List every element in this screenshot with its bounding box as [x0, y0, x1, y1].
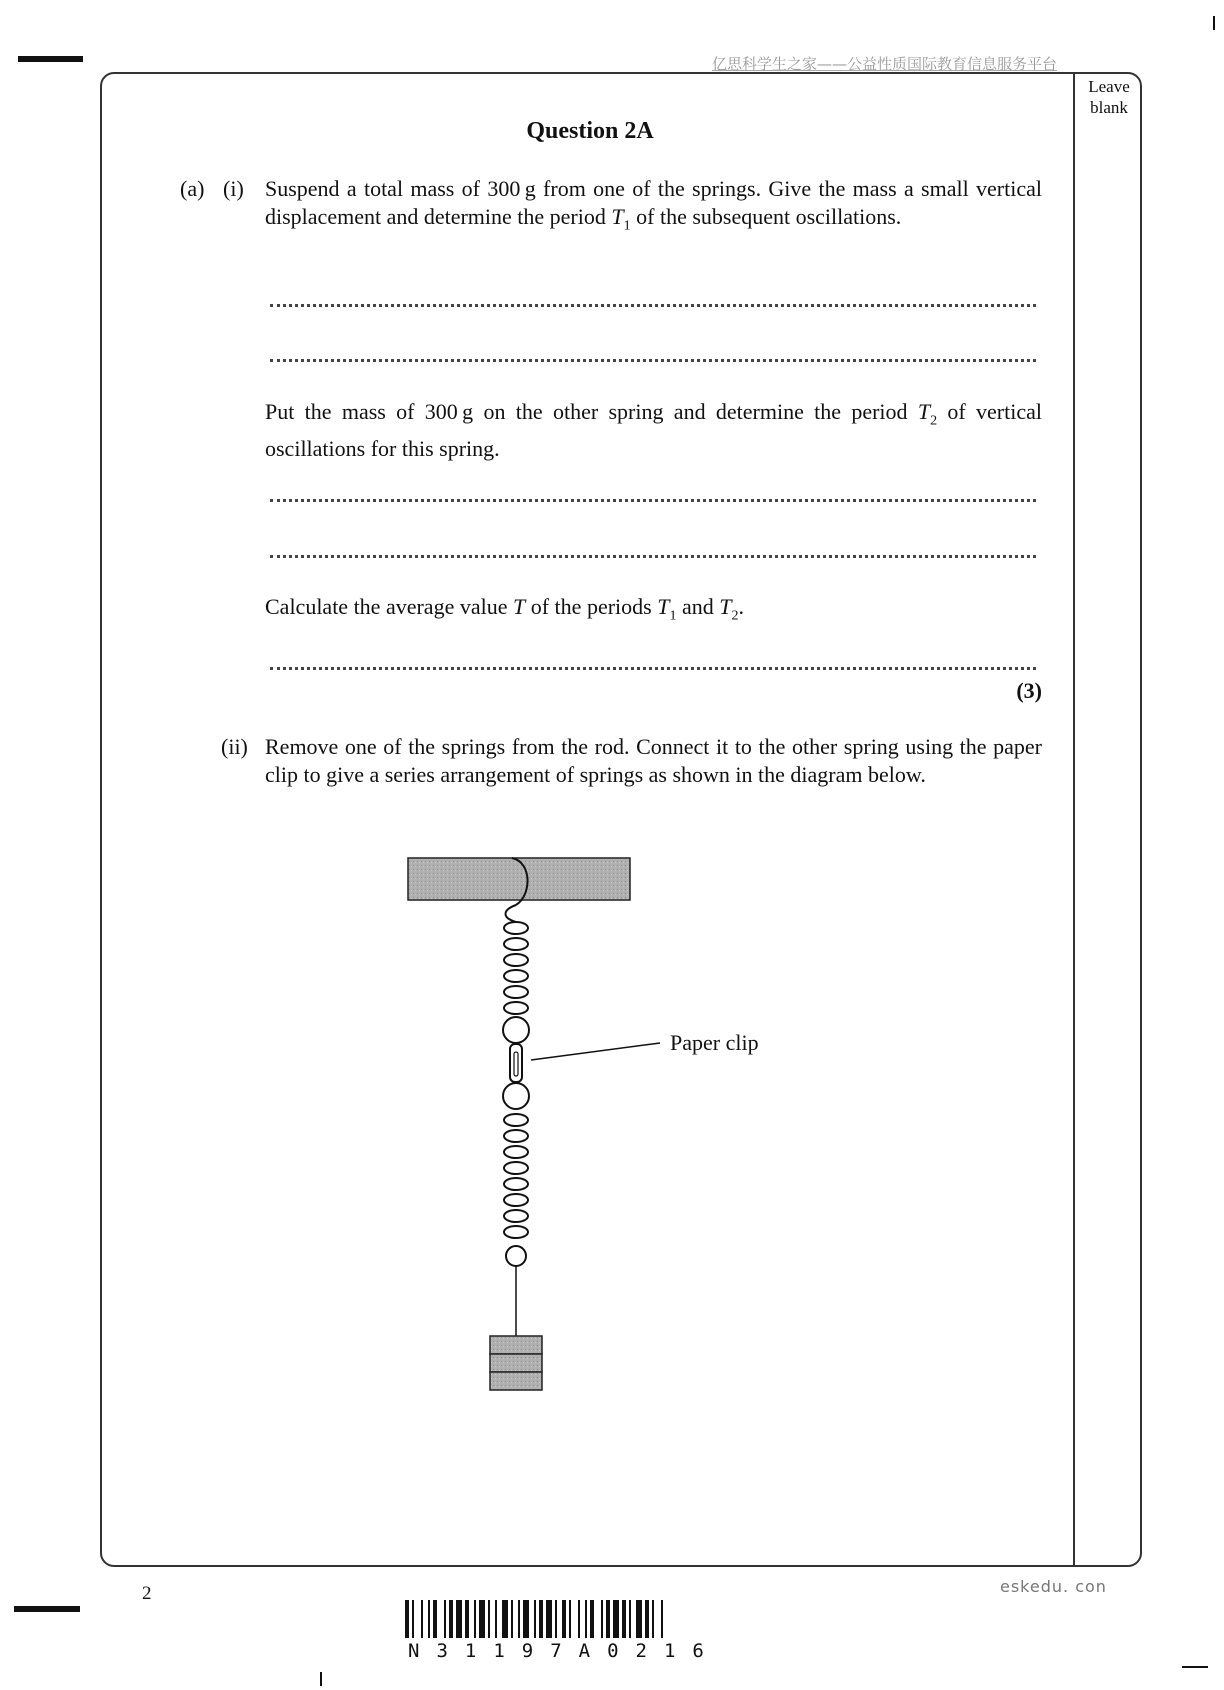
barcode-bar: [546, 1600, 552, 1638]
barcode-bar: [421, 1600, 423, 1638]
barcode-bar: [661, 1600, 663, 1638]
paper-clip-label: Paper clip: [670, 1030, 759, 1055]
slotted-masses: [490, 1336, 542, 1390]
part-a-label: (a): [180, 176, 205, 201]
barcode-bar: [613, 1600, 619, 1638]
part-ii-label: (ii): [221, 734, 248, 759]
barcode-bar: [585, 1600, 587, 1638]
barcode-bar: [645, 1600, 649, 1638]
part-i-label: (i): [223, 176, 244, 201]
barcode: [405, 1600, 837, 1638]
barcode-bar: [562, 1600, 566, 1638]
watermark-text: 亿思科学生之家——公益性质国际教育信息服务平台: [712, 55, 1058, 73]
part-i-text-2: Put the mass of 300 g on the other spring and determine the period $T_2$ of vertical oscillations for this spring.: [265, 399, 1042, 462]
part-ii-text: Remove one of the springs from the rod. Connect it to the other spring using the paper clip to give a series arrangement of springs as shown in the diagram below.: [265, 734, 1042, 787]
marks-label: (3): [1016, 678, 1042, 703]
barcode-bar: [488, 1600, 490, 1638]
paper-clip-pointer-line: [531, 1043, 660, 1060]
barcode-bar: [523, 1600, 529, 1638]
barcode-bar: [433, 1600, 437, 1638]
support-rod: [408, 858, 630, 900]
lower-spring: [503, 1083, 529, 1266]
barcode-bar: [534, 1600, 536, 1638]
barcode-bar: [465, 1600, 469, 1638]
barcode-bar: [412, 1600, 414, 1638]
barcode-bar: [652, 1600, 654, 1638]
leave-blank-label: Leave blank: [1088, 77, 1130, 117]
barcode-bar: [636, 1600, 642, 1638]
barcode-bar: [456, 1600, 462, 1638]
site-watermark: eskedu. con: [1000, 1577, 1107, 1596]
barcode-bar: [502, 1600, 508, 1638]
barcode-bar: [444, 1600, 446, 1638]
barcode-bar: [405, 1600, 409, 1638]
barcode-bar: [601, 1600, 603, 1638]
barcode-bar: [555, 1600, 557, 1638]
part-i-text: Suspend a total mass of 300 g from one of the springs. Give the mass a small vertical displacement and determine the period $T_1$ of the subsequent oscillations.: [265, 176, 1042, 234]
part-i-text-3: Calculate the average value T of the periods $T_1$ and $T_2$.: [265, 594, 744, 624]
barcode-bar: [569, 1600, 571, 1638]
barcode-bar: [474, 1600, 476, 1638]
barcode-bar: [495, 1600, 497, 1638]
barcode-bar: [449, 1600, 453, 1638]
barcode-bar: [606, 1600, 610, 1638]
barcode-bar: [539, 1600, 543, 1638]
barcode-bar: [590, 1600, 594, 1638]
question-title: Question 2A: [526, 118, 654, 144]
barcode-bar: [518, 1600, 520, 1638]
barcode-bar: [511, 1600, 513, 1638]
page-number: 2: [142, 1583, 152, 1604]
barcode-digits: N31197A0216: [408, 1640, 721, 1662]
barcode-bar: [428, 1600, 430, 1638]
barcode-bar: [622, 1600, 626, 1638]
upper-spring: [503, 905, 529, 1043]
barcode-bar: [479, 1600, 485, 1638]
barcode-bar: [629, 1600, 631, 1638]
barcode-bar: [578, 1600, 580, 1638]
